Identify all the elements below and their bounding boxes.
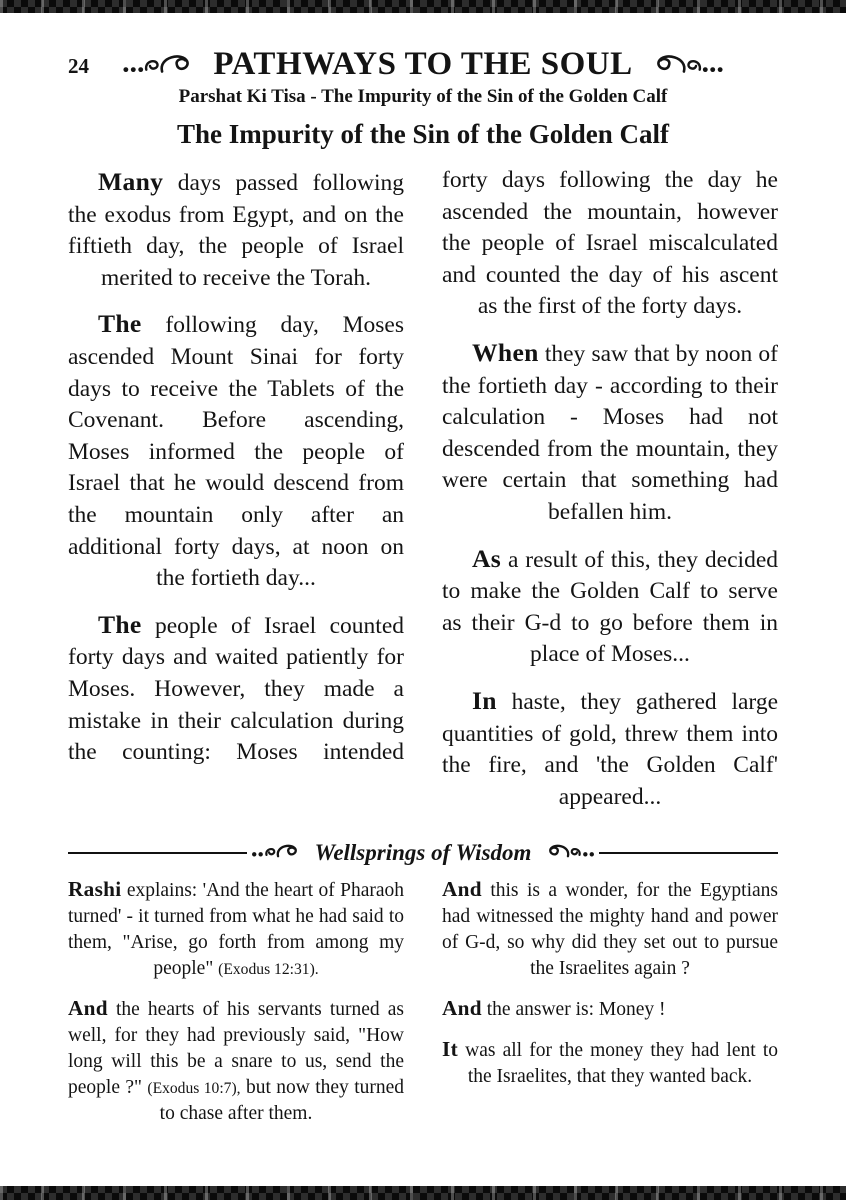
- text-segment-cite: (Exodus 10:7),: [147, 1079, 241, 1097]
- text-segment-normal: the hearts of his servants turned as well, for they had previously said, "How long will this be a snare to us, send the people ?": [68, 998, 404, 1098]
- text-segment-lead: When: [472, 337, 539, 367]
- text-segment-lead: It: [442, 1036, 458, 1061]
- text-segment-lead: In: [472, 685, 497, 715]
- text-segment-lead: The: [98, 609, 142, 639]
- article-title: The Impurity of the Sin of the Golden Calf: [176, 119, 670, 149]
- paragraph: [442, 336, 778, 529]
- text-segment-lead: Many: [98, 167, 164, 196]
- paragraph: [68, 608, 404, 769]
- main-article: [68, 165, 778, 826]
- flourish-right-icon: [641, 52, 725, 78]
- decorative-border-bottom: [0, 1186, 846, 1200]
- page-number: 24: [68, 54, 89, 78]
- text-segment-lead: And: [442, 995, 482, 1020]
- wellsprings-divider: [68, 840, 778, 866]
- divider-line-left: [68, 852, 247, 854]
- paragraph: [68, 994, 404, 1127]
- paragraph: [442, 994, 778, 1023]
- decorative-border-top: [0, 0, 846, 13]
- flourish-left-icon: [121, 52, 205, 78]
- text-segment-cite: (Exodus 12:31).: [218, 961, 319, 979]
- paragraph: [68, 307, 404, 594]
- text-segment-normal: was all for the money they had lent to the Israelites, that they wanted back.: [457, 1039, 778, 1087]
- text-segment-normal: following day, Moses ascended Mount Sinai for forty days to receive the Tablets of the Covenant. Before ascending, Moses informed the people of Israel that he would descend from the mountain only after an additional forty days, at noon on the fortieth day...: [68, 312, 404, 592]
- main-left-column: [68, 165, 404, 826]
- wellsprings-section: [68, 875, 778, 1138]
- paragraph: [442, 1035, 778, 1090]
- divider-line-right: [599, 852, 778, 854]
- text-segment-lead: As: [472, 543, 502, 573]
- text-segment-lead: Rashi: [68, 877, 122, 902]
- text-segment-normal: a result of this, they decided to make the Golden Calf to serve as their G-d to go before them in place of Moses...: [442, 546, 778, 668]
- page-header: [68, 46, 778, 107]
- paragraph: [442, 684, 778, 813]
- text-segment-normal: haste, they gathered large quantities of gold, threw them into the fire, and 'the Golden Calf' appeared...: [442, 688, 778, 810]
- paragraph: [442, 542, 778, 671]
- text-segment-lead: And: [68, 995, 108, 1020]
- text-segment-normal: forty days following the day he ascended the mountain, however the people of Israel miscalculated and counted the day of his ascent as the first of the forty days.: [442, 167, 778, 320]
- masthead: [121, 46, 724, 83]
- paragraph: [442, 165, 778, 323]
- paragraph: [68, 875, 404, 982]
- text-segment-normal: the answer is: Money !: [481, 998, 666, 1020]
- text-segment-normal: people of Israel counted forty days and waited patiently for Moses. However, they made a mistake in their calculation during the counting: Moses intended: [68, 612, 404, 766]
- text-segment-normal: this is a wonder, for the Egyptians had witnessed the mighty hand and power of G-d, so why did they set out to pursue the Israelites again ?: [442, 880, 778, 980]
- text-segment-lead: The: [98, 309, 142, 339]
- page-subtitle: Parshat Ki Tisa - The Impurity of the Sin of the Golden Calf: [178, 86, 668, 107]
- text-segment-normal: they saw that by noon of the fortieth day - according to their calculation - Moses had not descended from the mountain, they were certain that something had befallen him.: [442, 340, 778, 525]
- text-segment-normal: days passed following the exodus from Egypt, and on the fiftieth day, the people of Israel merited to receive the Torah.: [68, 170, 404, 291]
- wellsprings-title: Wellsprings of Wisdom: [314, 840, 532, 866]
- wellsprings-right-column: [442, 875, 778, 1138]
- text-segment-lead: And: [442, 877, 482, 902]
- divider-flourish-left-icon: [251, 843, 309, 863]
- wellsprings-left-column: [68, 875, 404, 1138]
- divider-flourish-right-icon: [537, 843, 595, 863]
- paragraph: [68, 165, 404, 294]
- main-right-column: [442, 165, 778, 826]
- paragraph: [442, 875, 778, 982]
- text-segment-normal: but now they turned to chase after them.: [159, 1076, 405, 1124]
- text-segment-normal: explains: 'And the heart of Pharaoh turned' - it turned from what he had said to them, "Arise, go forth from among my people": [68, 880, 404, 980]
- masthead-title: PATHWAYS TO THE SOUL: [213, 46, 633, 82]
